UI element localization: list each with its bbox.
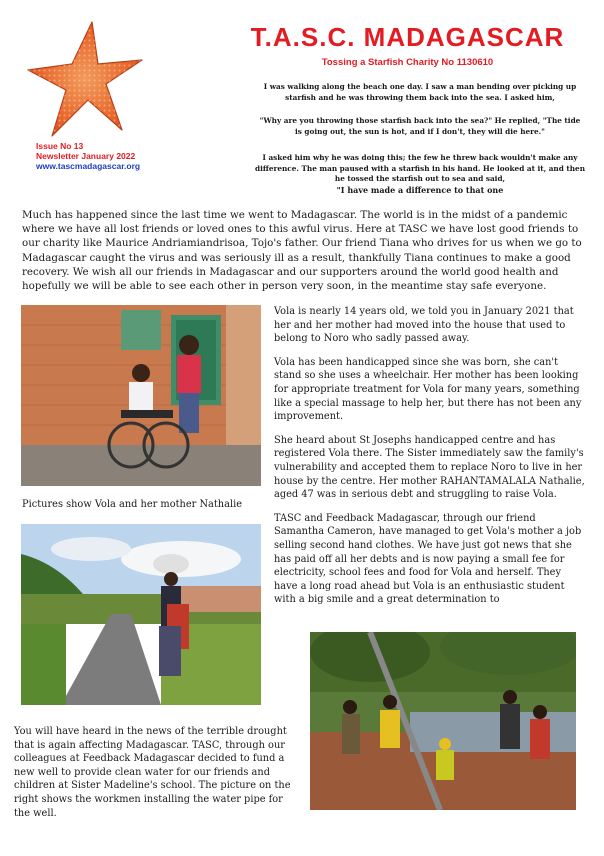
story-line: is going out, the sun is hot, and if I don't, they will die here." — [294, 126, 545, 136]
starfish-logo — [22, 18, 147, 143]
story-line: I was walking along the beach one day. I saw a man bending over picking up — [263, 82, 577, 91]
vola-paragraph-3: She heard about St Josephs handicapped centre and has registered Vola there. The Sister immediately saw the family's vulnerability and accepted them to replace Noro to live in her house by the centre. Her mother RAHANTAMALALA Nathalie, aged 47 was in serious debt and struggling to raise Vola. — [274, 434, 585, 501]
newsletter-date: Newsletter January 2022 — [36, 151, 136, 161]
starfish-icon — [22, 18, 147, 143]
issue-info — [36, 141, 140, 171]
story-line: I asked him why he was doing this; the few he threw back wouldn't make any — [262, 153, 578, 162]
vola-paragraph-4: TASC and Feedback Madagascar, through our friend Samantha Cameron, have managed to get Vola's mother a job selling second hand clothes. We have just got news that she has paid off all her debts and is now paying a small fee for electricity, school fees and food for Vola and herself. They have a long road ahead but Vola is an enthusiastic student with a big smile and a great determination to — [274, 512, 582, 606]
story-paragraph-2 — [255, 116, 585, 137]
story-line: he tossed the starfish out to sea and said, — [334, 174, 506, 183]
page-title: T.A.S.C. MADAGASCAR — [250, 22, 565, 52]
story-paragraph-3 — [255, 153, 585, 195]
photo-caption: Pictures show Vola and her mother Nathalie — [22, 499, 243, 510]
issue-number: Issue No 13 — [36, 141, 84, 151]
well-paragraph: You will have heard in the news of the terrible drought that is again affecting Madagascar. TASC, through our colleagues at Feedback Madagascar decided to fund a new well to provide clean water for our friends and children at Sister Madeline's school. The picture on the right shows the workmen installing the water pipe for the well. — [14, 726, 291, 819]
story-line: "I have made a difference to that one — [336, 184, 504, 195]
photo-vola-and-mother — [21, 305, 261, 486]
story-line: difference. The man paused with a starfish in his hand. He looked at it, and then — [255, 163, 586, 173]
photo-road-woman — [21, 524, 261, 705]
story-line: starfish and he was throwing them back into the sea. I asked him, — [285, 92, 555, 102]
charity-subtitle: Tossing a Starfish Charity No 1130610 — [321, 57, 494, 68]
intro-paragraph: Much has happened since the last time we went to Madagascar. The world is in the midst of a pandemic where we have all lost friends or loved ones to this awful virus. Here at TASC we have lost good friends to our charity like Maurice Andriamiandrisoa, Tojo's father. Our friend Tiana who drives for us when we go to Madagascar caught the virus and was seriously ill as a result, thankfully Tiana continues to make a good recovery. We wish all our friends in Madagascar and our supporters around the world good health and hopefully we will be able to see each other in person very soon, in the meantime stay safe everyone. — [22, 209, 582, 293]
story-paragraph-1 — [255, 82, 585, 103]
vola-paragraph-1: Vola is nearly 14 years old, we told you in January 2021 that her and her mother had moved into the house that used to belong to Noro who sadly passed away. — [274, 306, 574, 345]
vola-story — [274, 305, 586, 617]
website-link[interactable]: www.tascmadagascar.org — [36, 161, 141, 171]
story-line: "Why are you throwing those starfish back into the sea?" He replied, "The tide — [259, 116, 581, 125]
photo-well-installation — [310, 632, 576, 810]
vola-paragraph-2: Vola has been handicapped since she was born, she can't stand so she uses a wheelchair. Her mother has been looking for appropriate treatment for Vola for many years, something like a special massage to help her, but there has not been any improvement. — [274, 356, 582, 423]
